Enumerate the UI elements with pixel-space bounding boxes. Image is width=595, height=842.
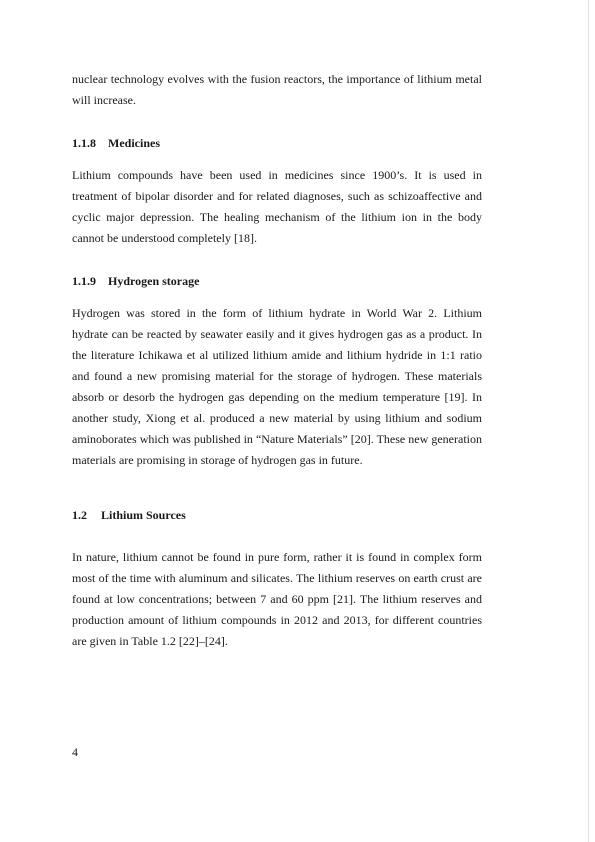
section-number: 1.1.9: [72, 274, 96, 288]
paragraph-line: Lithium compounds have been used in medicines since 1900’s. It is used in: [72, 168, 482, 182]
paragraph-line: nuclear technology evolves with the fusion reactors, the importance of lithium metal: [72, 72, 482, 86]
paragraph-line: treatment of bipolar disorder and for related diagnoses, such as schizoaffective and: [72, 189, 482, 203]
paragraph-line: cannot be understood completely [18].: [72, 231, 257, 245]
section-heading-lithium-sources: [72, 508, 482, 522]
section-number: 1.2: [72, 508, 87, 522]
paragraph-line: aminoborates which was published in “Nature Materials” [20]. These new generation: [72, 432, 482, 446]
paragraph-line: cyclic major depression. The healing mechanism of the lithium ion in the body: [72, 210, 482, 224]
section-title: Lithium Sources: [101, 508, 186, 522]
paragraph-line: materials are promising in storage of hydrogen gas in future.: [72, 453, 363, 467]
paragraph-line: another study, Xiong et al. produced a new material by using lithium and sodium: [72, 411, 482, 425]
paragraph-line: the literature Ichikawa et al utilized lithium amide and lithium hydride in 1:1 ratio: [72, 348, 482, 362]
intro-paragraph: [72, 69, 482, 111]
paragraph-line: In nature, lithium cannot be found in pure form, rather it is found in complex form: [72, 550, 482, 564]
lithium-sources-paragraph: [72, 547, 482, 652]
page-edge-divider: [588, 0, 589, 842]
section-heading-hydrogen-storage: [72, 274, 482, 288]
paragraph-line: Hydrogen was stored in the form of lithium hydrate in World War 2. Lithium: [72, 306, 482, 320]
paragraph-line: production amount of lithium compounds in 2012 and 2013, for different countries: [72, 613, 482, 627]
paragraph-line: found at low concentrations; between 7 and 60 ppm [21]. The lithium reserves and: [72, 592, 482, 606]
paragraph-line: hydrate can be reacted by seawater easily and it gives hydrogen gas as a product. In: [72, 327, 482, 341]
medicines-paragraph: [72, 165, 482, 249]
paragraph-line: are given in Table 1.2 [22]–[24].: [72, 634, 228, 648]
paragraph-line: absorb or desorb the hydrogen gas depending on the medium temperature [19]. In: [72, 390, 482, 404]
section-heading-medicines: [72, 136, 482, 150]
page-content: [72, 69, 482, 652]
section-title: Medicines: [108, 136, 160, 150]
section-title: Hydrogen storage: [108, 274, 200, 288]
paragraph-line: most of the time with aluminum and silicates. The lithium reserves on earth crust are: [72, 571, 482, 585]
page-number: 4: [72, 745, 78, 759]
paragraph-line: and found a new promising material for the storage of hydrogen. These materials: [72, 369, 482, 383]
paragraph-line: will increase.: [72, 93, 136, 107]
section-number: 1.1.8: [72, 136, 96, 150]
hydrogen-storage-paragraph: [72, 303, 482, 471]
